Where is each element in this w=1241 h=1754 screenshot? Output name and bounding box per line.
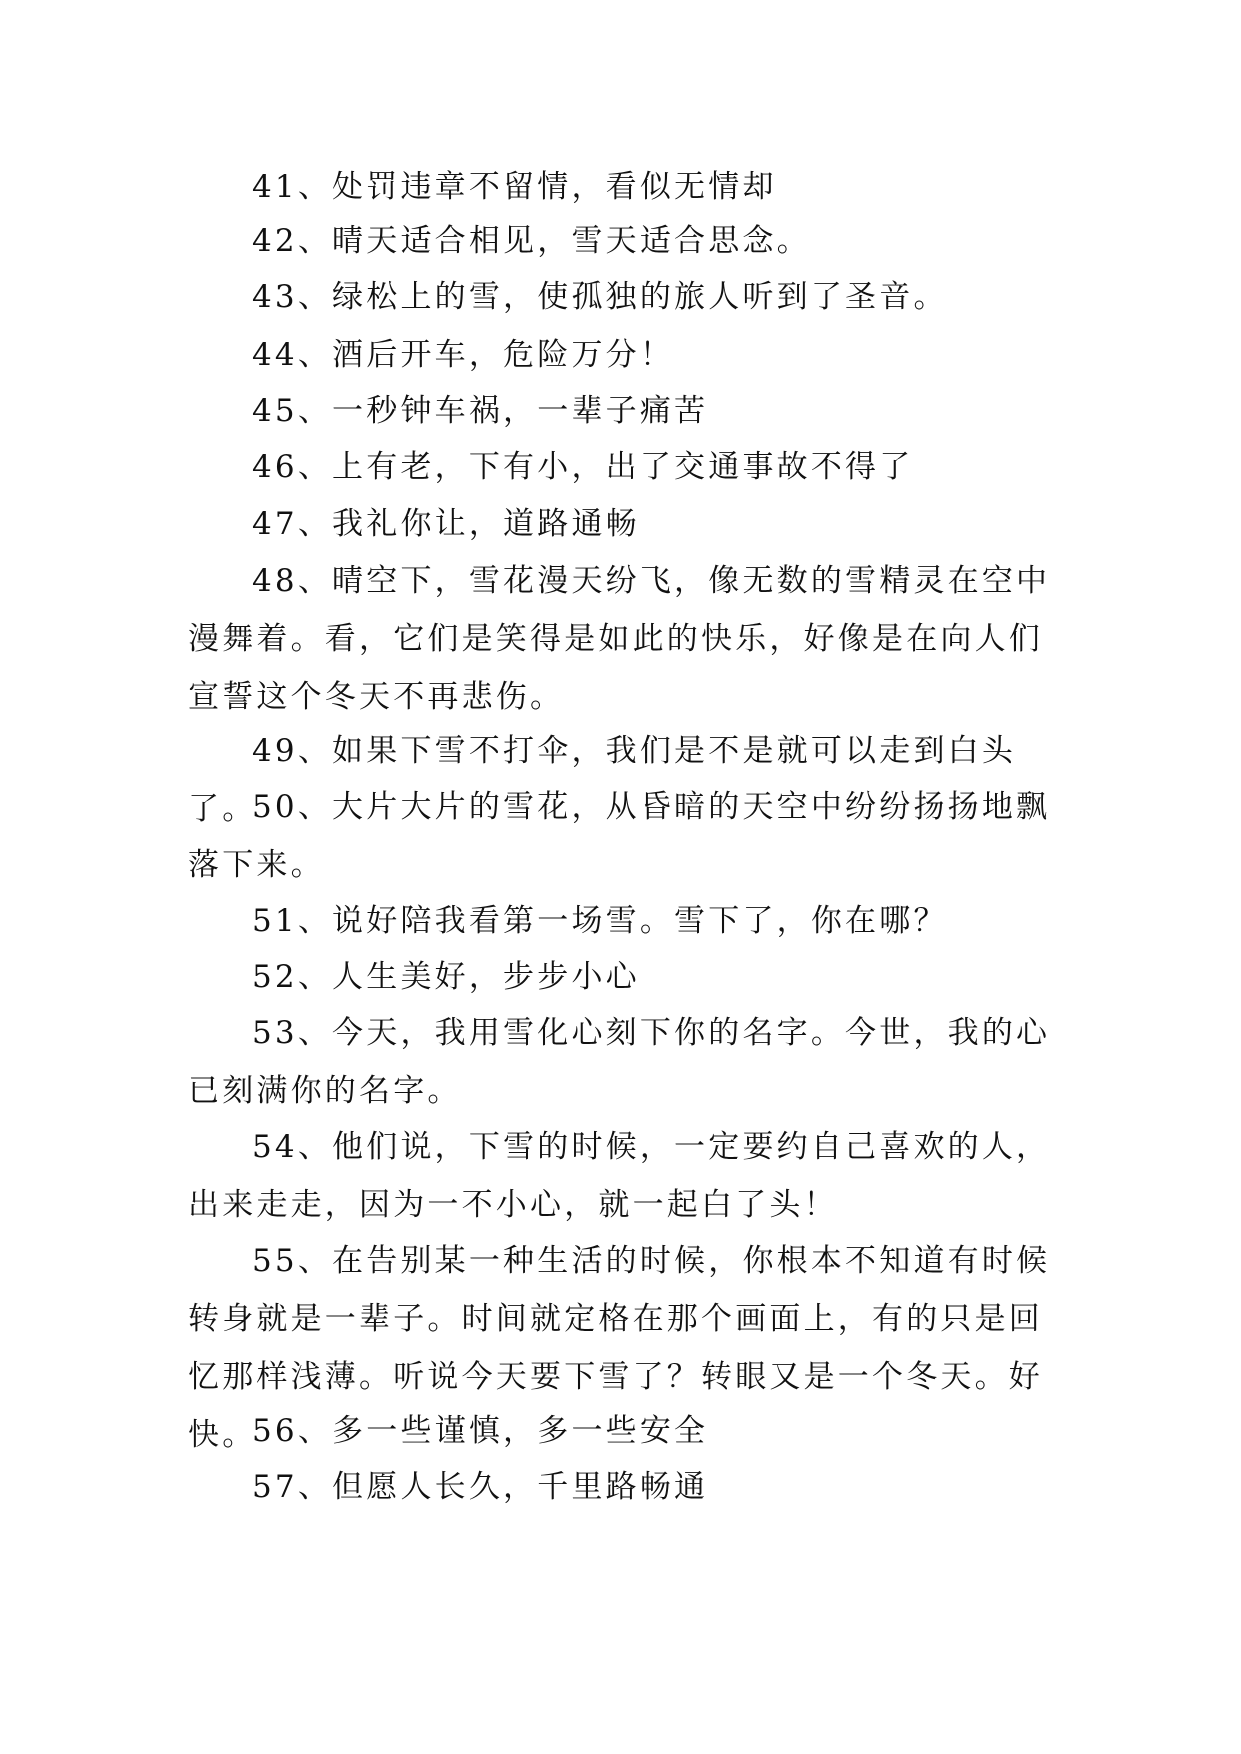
paragraph-56: 56、多一些谨慎，多一些安全: [252, 1413, 709, 1449]
paragraph-57: 57、但愿人长久，千里路畅通: [252, 1469, 709, 1505]
paragraph-45: 45、一秒钟车祸，一辈子痛苦: [252, 393, 709, 429]
paragraph-55: 55、在告别某一种生活的时候，你根本不知道有时候转身就是一辈子。时间就定格在那个画面上，有的只是回忆那样浅薄。听说今天要下雪了？转眼又是一个冬天。好快。: [188, 1243, 1051, 1453]
paragraph-52: 52、人生美好，步步小心: [252, 959, 640, 995]
paragraph-46: 46、上有老，下有小，出了交通事故不得了: [252, 449, 914, 485]
paragraph-51: 51、说好陪我看第一场雪。雪下了，你在哪？: [252, 903, 948, 939]
paragraph-53: 53、今天，我用雪化心刻下你的名字。今世，我的心已刻满你的名字。: [188, 1015, 1051, 1109]
paragraph-48: 48、晴空下，雪花漫天纷飞，像无数的雪精灵在空中漫舞着。看，它们是笑得是如此的快乐，好像是在向人们宣誓这个冬天不再悲伤。: [188, 563, 1051, 715]
paragraph-41: 41、处罚违章不留情，看似无情却: [252, 169, 777, 205]
paragraph-44: 44、酒后开车，危险万分！: [252, 337, 675, 373]
paragraph-54: 54、他们说，下雪的时候，一定要约自己喜欢的人，出来走走，因为一不小心，就一起白了头！: [188, 1129, 1051, 1223]
paragraph-50: 50、大片大片的雪花，从昏暗的天空中纷纷扬扬地飘落下来。: [188, 789, 1051, 883]
paragraph-42: 42、晴天适合相见，雪天适合思念。: [252, 223, 811, 259]
paragraph-49: 49、如果下雪不打伞，我们是不是就可以走到白头了。: [188, 733, 1017, 827]
paragraph-47: 47、我礼你让，道路通畅: [252, 506, 640, 542]
paragraph-43: 43、绿松上的雪，使孤独的旅人听到了圣音。: [252, 279, 948, 315]
